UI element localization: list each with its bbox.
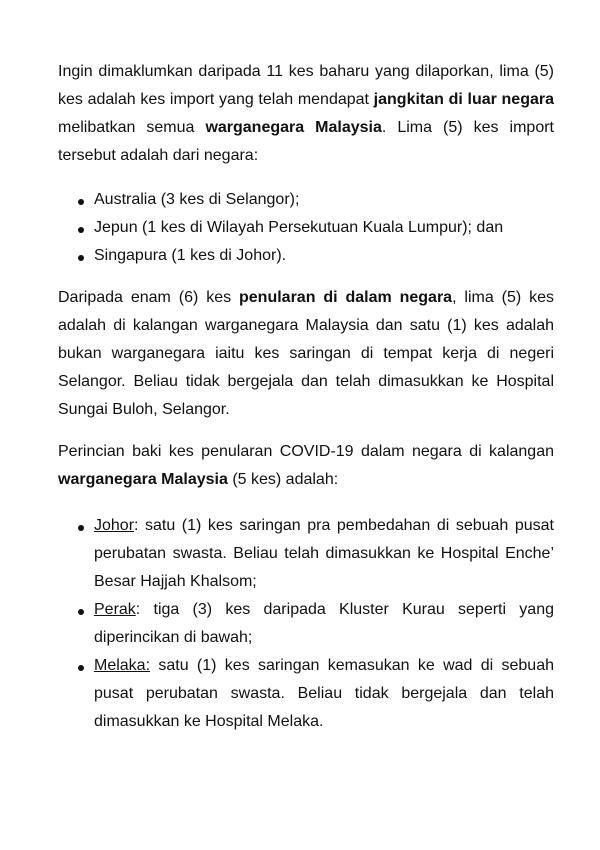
state-detail: satu (1) kes saringan kemasukan ke wad di sebuah pusat perubatan swasta. Beliau tidak bergejala dan telah dimasukkan ke Hospital Melaka. bbox=[94, 657, 554, 730]
details-bold-1: warganegara Malaysia bbox=[58, 471, 228, 488]
list-item-text: Jepun (1 kes di Wilayah Persekutuan Kuala Lumpur); dan bbox=[94, 219, 504, 236]
list-item-text: Australia (3 kes di Selangor); bbox=[94, 191, 300, 208]
list-item bbox=[94, 242, 554, 270]
bullet-icon bbox=[78, 227, 84, 233]
local-bold-1: penularan di dalam negara bbox=[239, 289, 453, 306]
list-item bbox=[94, 596, 554, 652]
intro-text-2: melibatkan semua bbox=[58, 119, 206, 136]
state-case-list bbox=[58, 512, 554, 736]
intro-bold-1: jangkitan di luar negara bbox=[373, 91, 554, 108]
details-text-1: Perincian baki kes penularan COVID-19 dalam negara di kalangan bbox=[58, 443, 554, 460]
state-name: Perak bbox=[94, 601, 136, 618]
state-separator: : bbox=[134, 517, 139, 534]
list-item-text: Singapura (1 kes di Johor). bbox=[94, 247, 287, 264]
list-item bbox=[94, 512, 554, 596]
intro-text-1: Ingin dimaklumkan daripada 11 kes baharu yang dilaporkan, lima (5) kes adalah kes import yang telah mendapat bbox=[58, 63, 554, 108]
details-text-2: (5 kes) adalah: bbox=[227, 471, 339, 488]
document-page bbox=[58, 58, 554, 736]
intro-text-3: . Lima (5) kes import tersebut adalah dari negara: bbox=[58, 119, 554, 164]
intro-paragraph bbox=[58, 58, 554, 170]
bullet-icon bbox=[78, 609, 84, 615]
bullet-icon bbox=[78, 525, 84, 531]
import-country-list bbox=[58, 186, 554, 270]
list-item bbox=[94, 186, 554, 214]
state-separator: : bbox=[135, 601, 141, 618]
bullet-icon bbox=[78, 255, 84, 261]
state-name: Johor bbox=[94, 517, 135, 534]
list-item bbox=[94, 214, 554, 242]
intro-bold-2: warganegara Malaysia bbox=[205, 119, 382, 136]
details-paragraph bbox=[58, 438, 554, 494]
state-detail: tiga (3) kes daripada Kluster Kurau seperti yang diperincikan di bawah; bbox=[94, 601, 554, 646]
bullet-icon bbox=[78, 199, 84, 205]
state-detail: satu (1) kes saringan pra pembedahan di sebuah pusat perubatan swasta. Beliau telah dimasukkan ke Hospital Enche’ Besar Hajjah Khalsom; bbox=[94, 517, 554, 590]
bullet-icon bbox=[78, 665, 84, 671]
local-transmission-paragraph bbox=[58, 284, 554, 424]
local-text-1: Daripada enam (6) kes bbox=[58, 289, 239, 306]
list-item bbox=[94, 652, 554, 736]
local-text-2: , lima (5) kes adalah di kalangan warganegara Malaysia dan satu (1) kes adalah bukan warganegara iaitu kes saringan di tempat kerja di negeri Selangor. Beliau tidak bergejala dan telah dimasukkan ke Hospital Sungai Buloh, Selangor. bbox=[58, 289, 554, 418]
state-name: Melaka: bbox=[94, 657, 151, 674]
